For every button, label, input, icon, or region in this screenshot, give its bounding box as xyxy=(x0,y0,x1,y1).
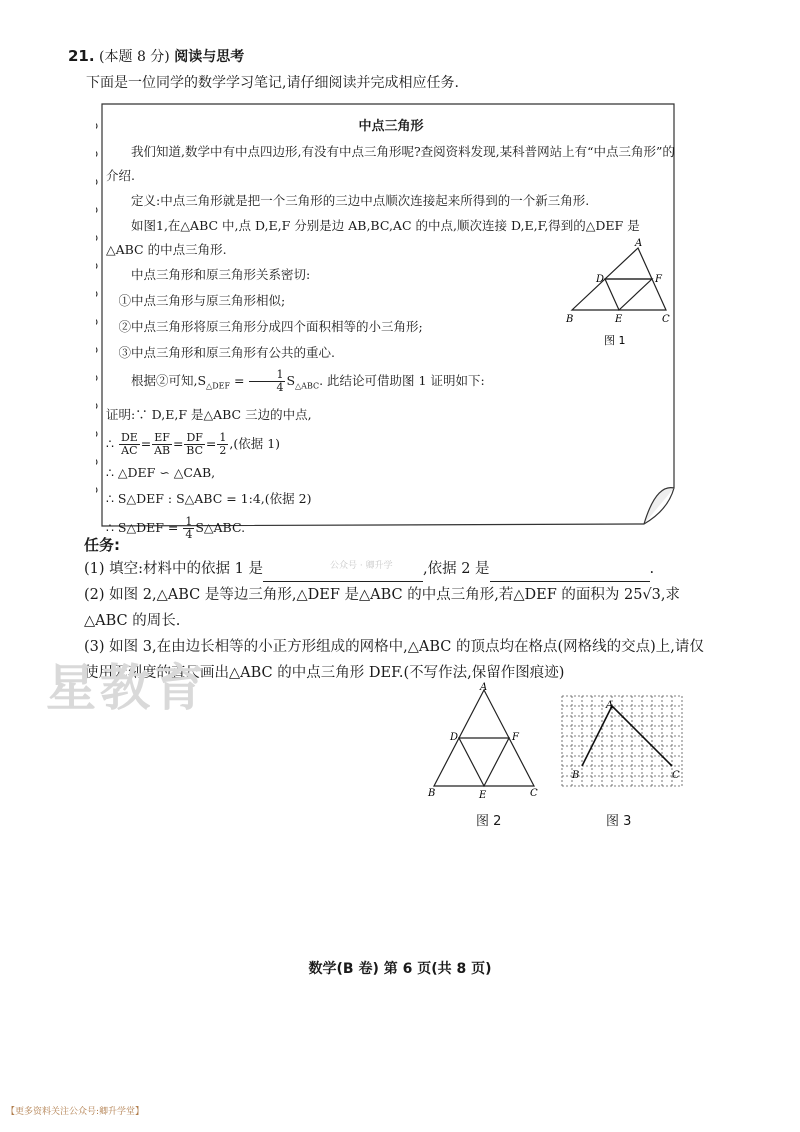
question-number: 21. xyxy=(68,47,95,65)
note-relation-head: 中点三角形和原三角形关系密切: xyxy=(131,267,311,282)
page-footer: 数学(B 卷) 第 6 页(共 8 页) xyxy=(308,961,492,977)
fig1-label-f: F xyxy=(655,274,662,285)
figure-1 xyxy=(558,238,674,348)
task-2: (2) 如图 2,△ABC 是等边三角形,△DEF 是△ABC 的中点三角形,若△DEF 的面积为 25√3,求△ABC 的周长. xyxy=(84,587,681,629)
proof-line-3: ∴ △DEF ∽ △CAB, xyxy=(106,464,216,480)
note-definition: 定义:中点三角形就是把一个三角形的三边中点顺次连接起来所得到的一个新三角形. xyxy=(131,193,590,208)
note-relation-1: ①中点三角形与原三角形相似; xyxy=(118,293,286,308)
figure-3 xyxy=(560,694,688,794)
fig2-label-e: E xyxy=(479,790,487,801)
fig2-label-d: D xyxy=(450,732,459,743)
task-1: (1) 填空:材料中的依据 1 是 ,依据 2 是 . xyxy=(84,556,654,582)
question-header xyxy=(68,46,244,66)
spiral-rings xyxy=(96,123,97,493)
fig1-caption: 图 1 xyxy=(604,334,626,347)
fig1-label-d: D xyxy=(596,274,605,285)
question-section: 阅读与思考 xyxy=(174,49,245,65)
fraction-one-quarter: $\frac{1}{4}$ xyxy=(249,369,285,394)
note-figure1-desc: 如图1,在△ABC 中,点 D,E,F 分别是边 AB,BC,AC 的中点,顺次连接 D,E,F,得到的△DEF 是△ABC 的中点三角形. xyxy=(106,218,640,257)
tasks-label: 任务: xyxy=(84,536,120,554)
note-conclusion: 根据②可知$,S_{\triangle DEF}$ = $\frac{1}{4}$ $S_{\triangle ABC}$. 此结论可借助图 1 证明如下: xyxy=(131,368,485,394)
question-points: (本题 8 分) xyxy=(99,49,170,65)
fig3-label-c: C xyxy=(672,770,680,781)
note-title: 中点三角形 xyxy=(358,119,424,134)
watermark-logo: 星教育 xyxy=(46,659,208,717)
fig2-label-b: B xyxy=(428,788,436,799)
note-paragraph-intro: 我们知道,数学中有中点四边形,有没有中点三角形呢?查阅资料发现,某科普网站上有“中点三角形”的介绍. xyxy=(106,144,675,183)
fig1-label-e: E xyxy=(615,314,623,325)
fig1-label-b: B xyxy=(566,314,574,325)
fig2-label-c: C xyxy=(530,788,538,799)
proof-line-5: ∴ S△DEF = $\frac{1}{4}$ S△ABC. xyxy=(106,514,246,541)
grid-lines xyxy=(562,696,682,786)
proof-line-2: ∴ $\frac{DE}{AC}$ = $\frac{EF}{AB}$ = $\frac{DF}{BC}$ = $\frac{1}{2}$ ,(依据 1) xyxy=(106,430,281,457)
fig2-label-a: A xyxy=(480,682,488,693)
fig2-label-f: F xyxy=(512,732,519,743)
note-relation-2: ②中点三角形将原三角形分成四个面积相等的小三角形; xyxy=(118,319,423,334)
study-note xyxy=(96,100,680,541)
center-watermark: 公众号 · 卿升学 xyxy=(330,561,393,571)
proof-line-1: 证明:∵ D,E,F 是△ABC 三边的中点, xyxy=(106,406,312,422)
fig3-label-b: B xyxy=(572,770,580,781)
fig1-label-a: A xyxy=(635,238,643,249)
note-relation-3: ③中点三角形和原三角形有公共的重心. xyxy=(118,345,335,360)
task-3: (3) 如图 3,在由边长相等的小正方形组成的网格中,△ABC 的顶点均在格点(网格线的交点)上,请仅使用无刻度的直尺画出△ABC 的中点三角形 DEF.(不写作法,保留作图痕迹) xyxy=(84,639,704,681)
figure-2 xyxy=(424,682,544,822)
answer-blank-2[interactable] xyxy=(490,565,650,582)
proof-line-4: ∴ S△DEF : S△ABC = 1:4,(依据 2) xyxy=(106,490,312,506)
fig1-label-c: C xyxy=(662,314,670,325)
fig2-caption: 图 2 xyxy=(476,814,502,829)
corner-note: 【更多资料关注公众号:卿升学堂】 xyxy=(6,1107,145,1117)
question-intro: 下面是一位同学的数学学习笔记,请仔细阅读并完成相应任务. xyxy=(86,75,459,91)
fig3-label-a: A xyxy=(606,700,614,711)
answer-blank-1[interactable] xyxy=(263,565,423,582)
fig3-caption: 图 3 xyxy=(606,814,632,829)
